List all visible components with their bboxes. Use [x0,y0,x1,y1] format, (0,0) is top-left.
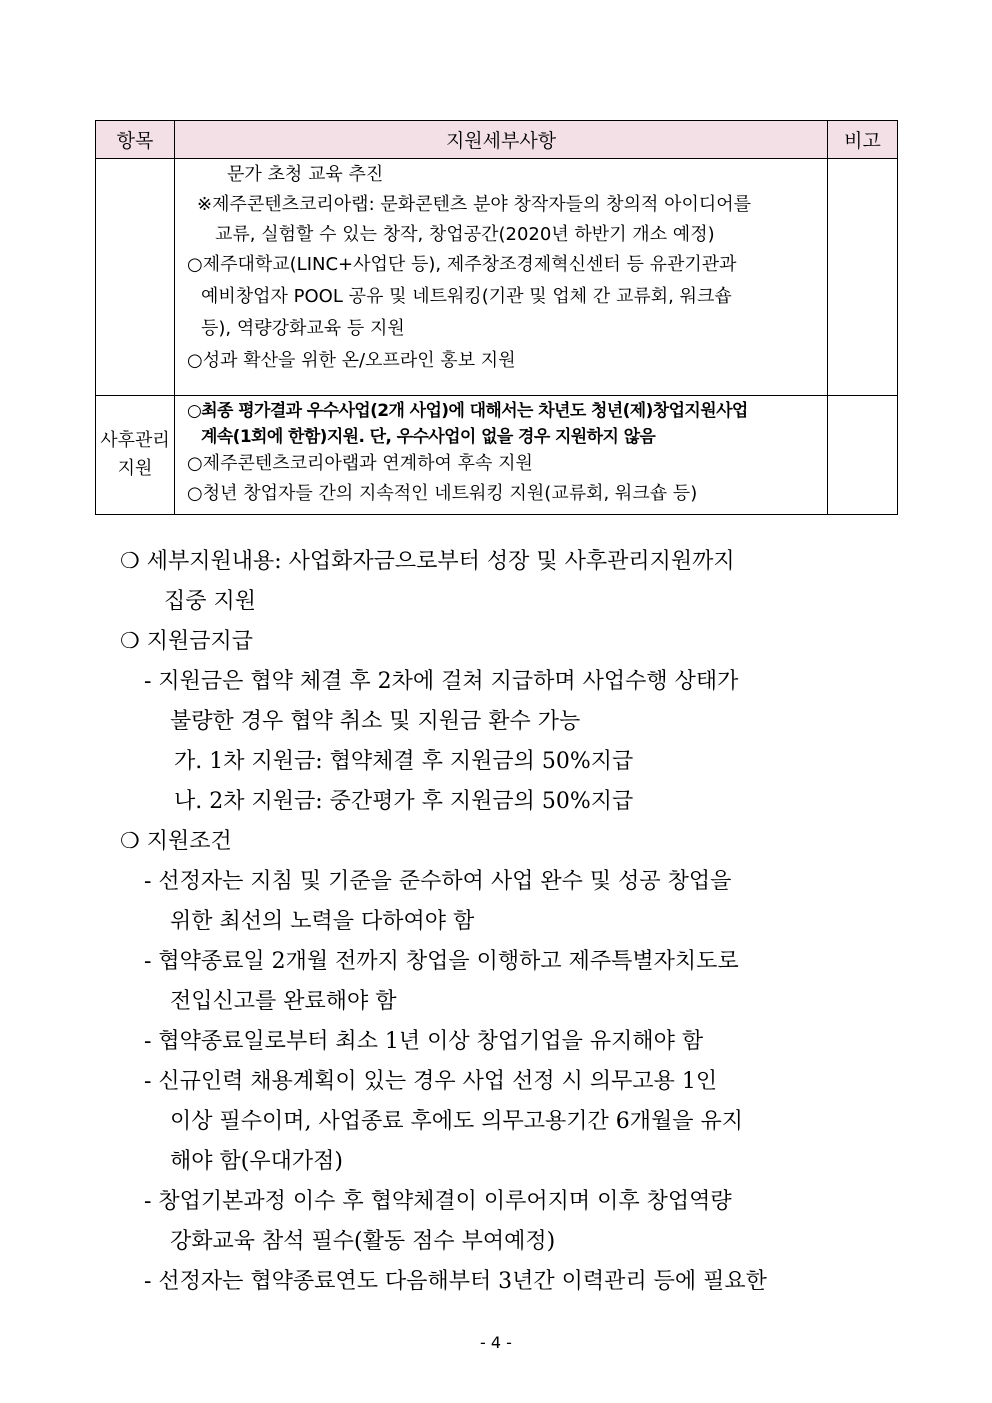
detail-line: 예비창업자 POOL 공유 및 네트워킹(기관 및 업체 간 교류회, 워크숍 [201,286,732,307]
detail-line: ○최종 평가결과 우수사업(2개 사업)에 대해서는 차년도 청년(제)창업지원사업 [187,401,748,421]
details-cell [175,396,828,515]
paragraph-line: 가. 1차 지원금: 협약체결 후 지원금의 50%지급 [174,749,634,774]
category-cell [96,396,175,515]
table-header-row [96,121,898,159]
page-number: - 4 - [480,1333,512,1352]
detail-line: 등), 역량강화교육 등 지원 [201,318,405,339]
paragraph-line: 해야 함(우대가점) [170,1149,343,1174]
detail-line: ○제주대학교(LINC+사업단 등), 제주창조경제혁신센터 등 유관기관과 [187,254,737,275]
paragraph-line: - 창업기본과정 이수 후 협약체결이 이루어지며 이후 창업역량 [144,1189,732,1214]
paragraph-line: 집중 지원 [164,589,257,614]
detail-line: 계속(1회에 한함)지원. 단, 우수사업이 없을 경우 지원하지 않음 [201,427,656,447]
details-cell [175,159,828,396]
paragraph-line: 전입신고를 완료해야 함 [170,989,397,1014]
detail-line: ○청년 창업자들 간의 지속적인 네트워킹 지원(교류회, 워크숍 등) [187,483,698,504]
header-details: 지원세부사항 [175,121,828,159]
paragraph-line: - 선정자는 지침 및 기준을 준수하여 사업 완수 및 성공 창업을 [144,869,732,894]
category-label: 사후관리 [100,430,170,451]
paragraph-line: 나. 2차 지원금: 중간평가 후 지원금의 50%지급 [174,789,634,814]
detail-line: 교류, 실험할 수 있는 창작, 창업공간(2020년 하반기 개소 예정) [215,224,715,245]
header-category: 항목 [96,121,175,159]
section-heading: ❍ 지원금지급 [120,629,253,654]
category-label: 지원 [117,458,153,479]
section-heading: ❍ 세부지원내용: 사업화자금으로부터 성장 및 사후관리지원까지 [120,549,735,574]
table-row [96,396,898,515]
detail-line: ※제주콘텐츠코리아랩: 문화콘텐츠 분야 창작자들의 창의적 아이디어를 [197,194,752,215]
paragraph-line: - 협약종료일 2개월 전까지 창업을 이행하고 제주특별자치도로 [144,949,739,974]
paragraph-line: - 협약종료일로부터 최소 1년 이상 창업기업을 유지해야 함 [144,1029,704,1054]
category-cell [96,159,175,396]
detail-line: ○성과 확산을 위한 온/오프라인 홍보 지원 [187,350,516,371]
paragraph-line: 불량한 경우 협약 취소 및 지원금 환수 가능 [170,709,581,734]
paragraph-line: - 지원금은 협약 체결 후 2차에 걸쳐 지급하며 사업수행 상태가 [144,669,739,694]
paragraph-line: 이상 필수이며, 사업종료 후에도 의무고용기간 6개월을 유지 [170,1109,743,1134]
paragraph-line: 위한 최선의 노력을 다하여야 함 [170,909,475,934]
paragraph-line: 강화교육 참석 필수(활동 점수 부여예정) [170,1229,556,1254]
note-cell [828,159,898,396]
paragraph-line: - 신규인력 채용계획이 있는 경우 사업 선정 시 의무고용 1인 [144,1069,718,1094]
document-body [120,542,892,1302]
note-cell [828,396,898,515]
header-note: 비고 [828,121,898,159]
support-details-table [95,120,898,515]
table-row [96,159,898,396]
detail-line: 문가 초청 교육 추진 [227,164,384,185]
detail-line: ○제주콘텐츠코리아랩과 연계하여 후속 지원 [187,453,533,474]
paragraph-line: - 선정자는 협약종료연도 다음해부터 3년간 이력관리 등에 필요한 [144,1269,767,1294]
section-heading: ❍ 지원조건 [120,829,232,854]
